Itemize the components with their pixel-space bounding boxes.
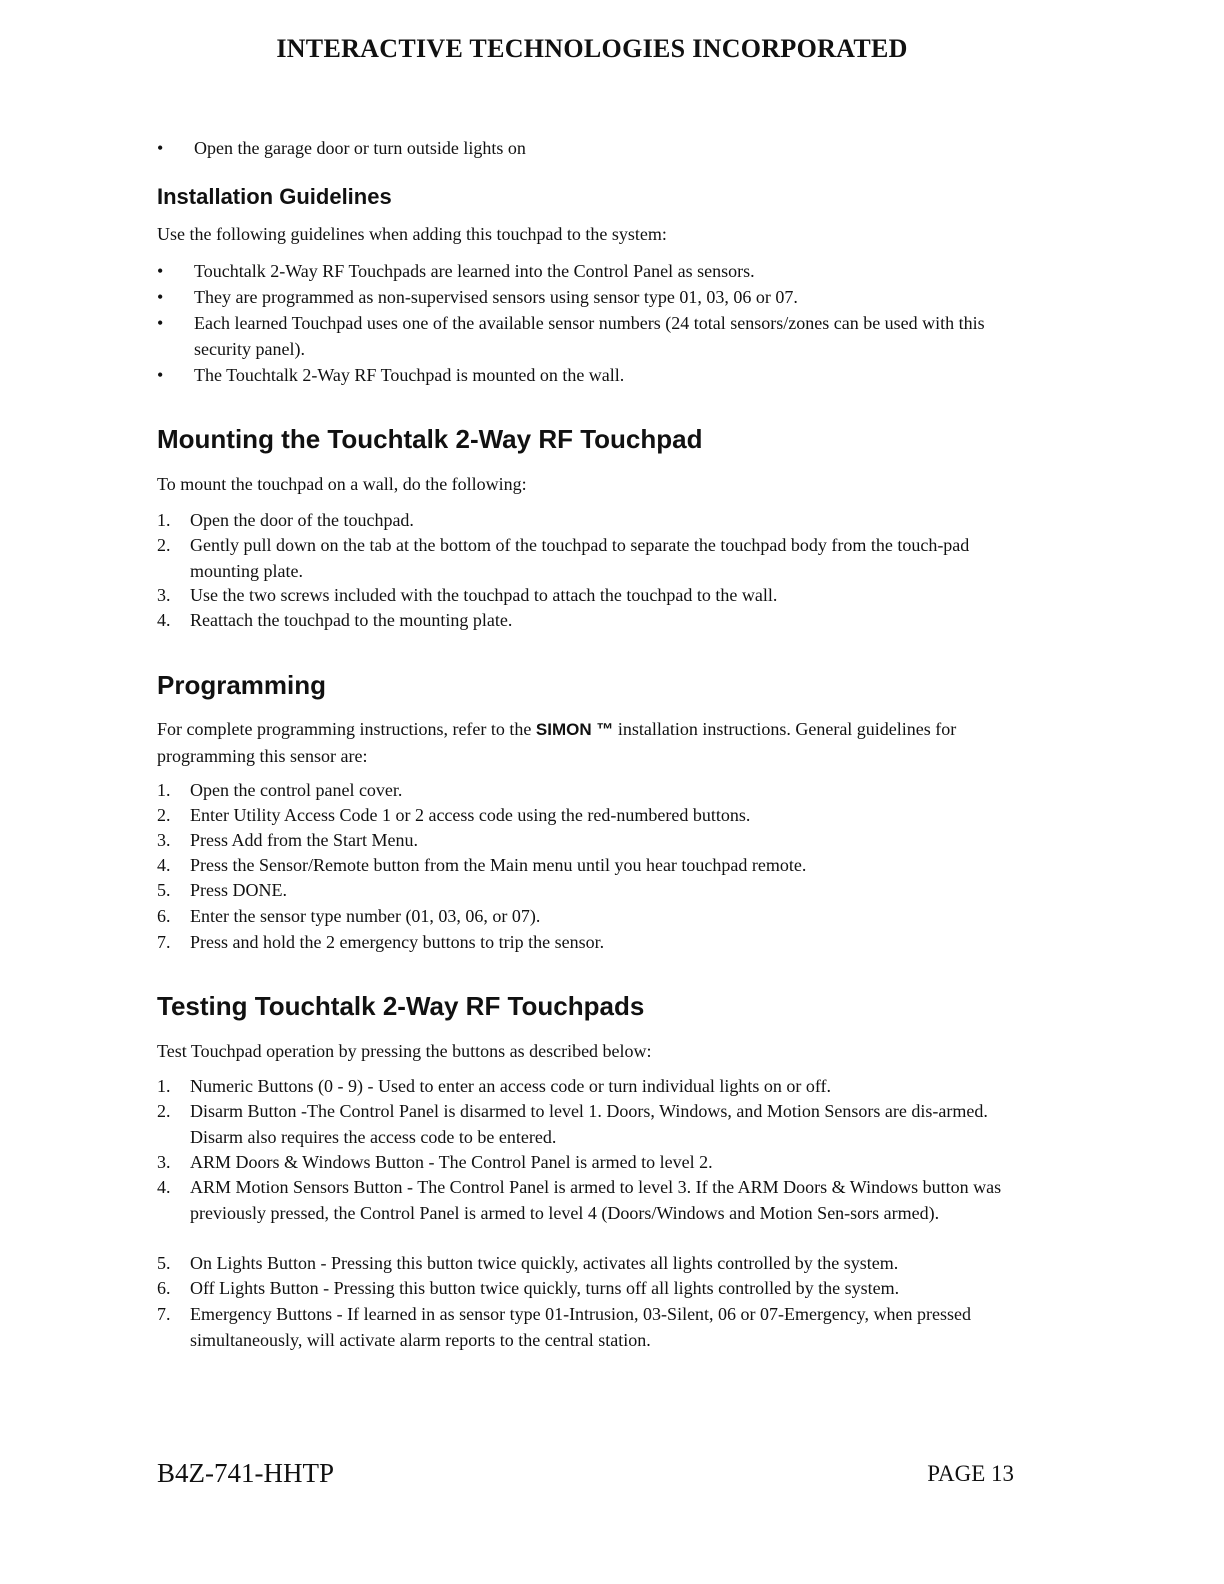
numbered-item-text: Press DONE. xyxy=(190,880,287,900)
numbered-item xyxy=(157,1301,1037,1353)
page-header: INTERACTIVE TECHNOLOGIES INCORPORATED xyxy=(276,34,908,63)
bullet-marker: • xyxy=(157,313,164,333)
item-number: 1. xyxy=(157,1076,171,1096)
item-number: 7. xyxy=(157,1304,171,1324)
list-item xyxy=(157,258,1037,284)
programming-intro-before: For complete programming instructions, refer to the xyxy=(157,719,532,739)
numbered-item xyxy=(157,607,1037,633)
numbered-item xyxy=(157,532,1037,584)
numbered-item-text: Enter the sensor type number (01, 03, 06, or 07). xyxy=(190,906,541,926)
item-number: 3. xyxy=(157,1152,171,1172)
numbered-item-text: Reattach the touchpad to the mounting plate. xyxy=(190,610,513,630)
section-heading-installation: Installation Guidelines xyxy=(157,184,392,209)
numbered-item xyxy=(157,903,1037,929)
numbered-item-text: Numeric Buttons (0 - 9) - Used to enter an access code or turn individual lights on or off. xyxy=(190,1076,832,1096)
numbered-item-text: Press the Sensor/Remote button from the Main menu until you hear touchpad remote. xyxy=(190,855,807,875)
numbered-item xyxy=(157,507,1037,533)
numbered-item xyxy=(157,877,1037,903)
numbered-item xyxy=(157,852,1037,878)
list-item-text: Touchtalk 2-Way RF Touchpads are learned into the Control Panel as sensors. xyxy=(194,261,755,281)
item-number: 4. xyxy=(157,855,171,875)
list-item xyxy=(157,362,1037,388)
item-number: 3. xyxy=(157,585,171,605)
item-number: 5. xyxy=(157,1253,171,1273)
section-heading-mounting: Mounting the Touchtalk 2-Way RF Touchpad xyxy=(157,424,703,454)
numbered-item xyxy=(157,777,1037,803)
numbered-item xyxy=(157,1174,1037,1226)
section-heading-programming: Programming xyxy=(157,670,327,700)
item-number: 4. xyxy=(157,1177,171,1197)
numbered-item-text: On Lights Button - Pressing this button twice quickly, activates all lights controlled by the system. xyxy=(190,1253,899,1273)
numbered-item-text: Disarm Button -The Control Panel is disarmed to level 1. Doors, Windows, and Motion Sensors are dis-armed. Disarm also requires the access code to be entered. xyxy=(190,1101,988,1147)
item-number: 4. xyxy=(157,610,171,630)
mounting-intro: To mount the touchpad on a wall, do the following: xyxy=(157,474,527,494)
item-number: 1. xyxy=(157,510,171,530)
programming-intro xyxy=(157,716,1037,769)
numbered-item-text: Press and hold the 2 emergency buttons to trip the sensor. xyxy=(190,932,605,952)
numbered-item-text: ARM Doors & Windows Button - The Control Panel is armed to level 2. xyxy=(190,1152,713,1172)
list-item-text: Open the garage door or turn outside lights on xyxy=(194,138,526,158)
numbered-item-text: Gently pull down on the tab at the bottom of the touchpad to separate the touchpad body from the touch-pad mounting plate. xyxy=(190,535,970,581)
item-number: 5. xyxy=(157,880,171,900)
item-number: 7. xyxy=(157,932,171,952)
numbered-item xyxy=(157,827,1037,853)
bullet-marker: • xyxy=(157,138,164,158)
item-number: 6. xyxy=(157,1278,171,1298)
page-number: PAGE 13 xyxy=(927,1461,1014,1486)
list-item xyxy=(157,135,1037,161)
numbered-item-text: Use the two screws included with the touchpad to attach the touchpad to the wall. xyxy=(190,585,778,605)
section-heading-testing: Testing Touchtalk 2-Way RF Touchpads xyxy=(157,991,645,1021)
item-number: 6. xyxy=(157,906,171,926)
numbered-item xyxy=(157,929,1037,955)
programming-intro-after: installation instructions. General guidelines for programming this sensor are: xyxy=(157,719,957,766)
numbered-item-text: Press Add from the Start Menu. xyxy=(190,830,418,850)
list-item-text: Each learned Touchpad uses one of the available sensor numbers (24 total sensors/zones can be used with this security panel). xyxy=(194,313,985,359)
numbered-item xyxy=(157,582,1037,608)
numbered-item xyxy=(157,1073,1037,1099)
numbered-item xyxy=(157,1275,1037,1301)
document-id: B4Z-741-HHTP xyxy=(157,1458,334,1488)
item-number: 2. xyxy=(157,1101,171,1121)
numbered-item-text: Off Lights Button - Pressing this button twice quickly, turns off all lights controlled by the system. xyxy=(190,1278,900,1298)
bullet-marker: • xyxy=(157,365,164,385)
numbered-item xyxy=(157,1149,1037,1175)
numbered-item-text: ARM Motion Sensors Button - The Control Panel is armed to level 3. If the ARM Doors & Windows button was previously pressed, the Control Panel is armed to level 4 (Doors/Windows and Motion Sen-sors armed). xyxy=(190,1177,1002,1223)
numbered-item xyxy=(157,1098,1037,1150)
list-item-text: The Touchtalk 2-Way RF Touchpad is mounted on the wall. xyxy=(194,365,625,385)
bullet-marker: • xyxy=(157,287,164,307)
numbered-item xyxy=(157,1250,1037,1276)
numbered-item-text: Enter Utility Access Code 1 or 2 access code using the red-numbered buttons. xyxy=(190,805,751,825)
list-item-text: They are programmed as non-supervised sensors using sensor type 01, 03, 06 or 07. xyxy=(194,287,798,307)
list-item xyxy=(157,310,1037,362)
item-number: 2. xyxy=(157,805,171,825)
item-number: 1. xyxy=(157,780,171,800)
installation-intro: Use the following guidelines when adding this touchpad to the system: xyxy=(157,224,667,244)
bullet-marker: • xyxy=(157,261,164,281)
item-number: 2. xyxy=(157,535,171,555)
numbered-item-text: Open the control panel cover. xyxy=(190,780,403,800)
numbered-item xyxy=(157,802,1037,828)
item-number: 3. xyxy=(157,830,171,850)
simon-brand: SIMON ™ xyxy=(535,720,614,739)
numbered-item-text: Open the door of the touchpad. xyxy=(190,510,414,530)
numbered-item-text: Emergency Buttons - If learned in as sensor type 01-Intrusion, 03-Silent, 06 or 07-Emergency, when pressed simultaneously, will activate alarm reports to the central station. xyxy=(190,1304,971,1350)
list-item xyxy=(157,284,1037,310)
testing-intro: Test Touchpad operation by pressing the buttons as described below: xyxy=(157,1041,652,1061)
